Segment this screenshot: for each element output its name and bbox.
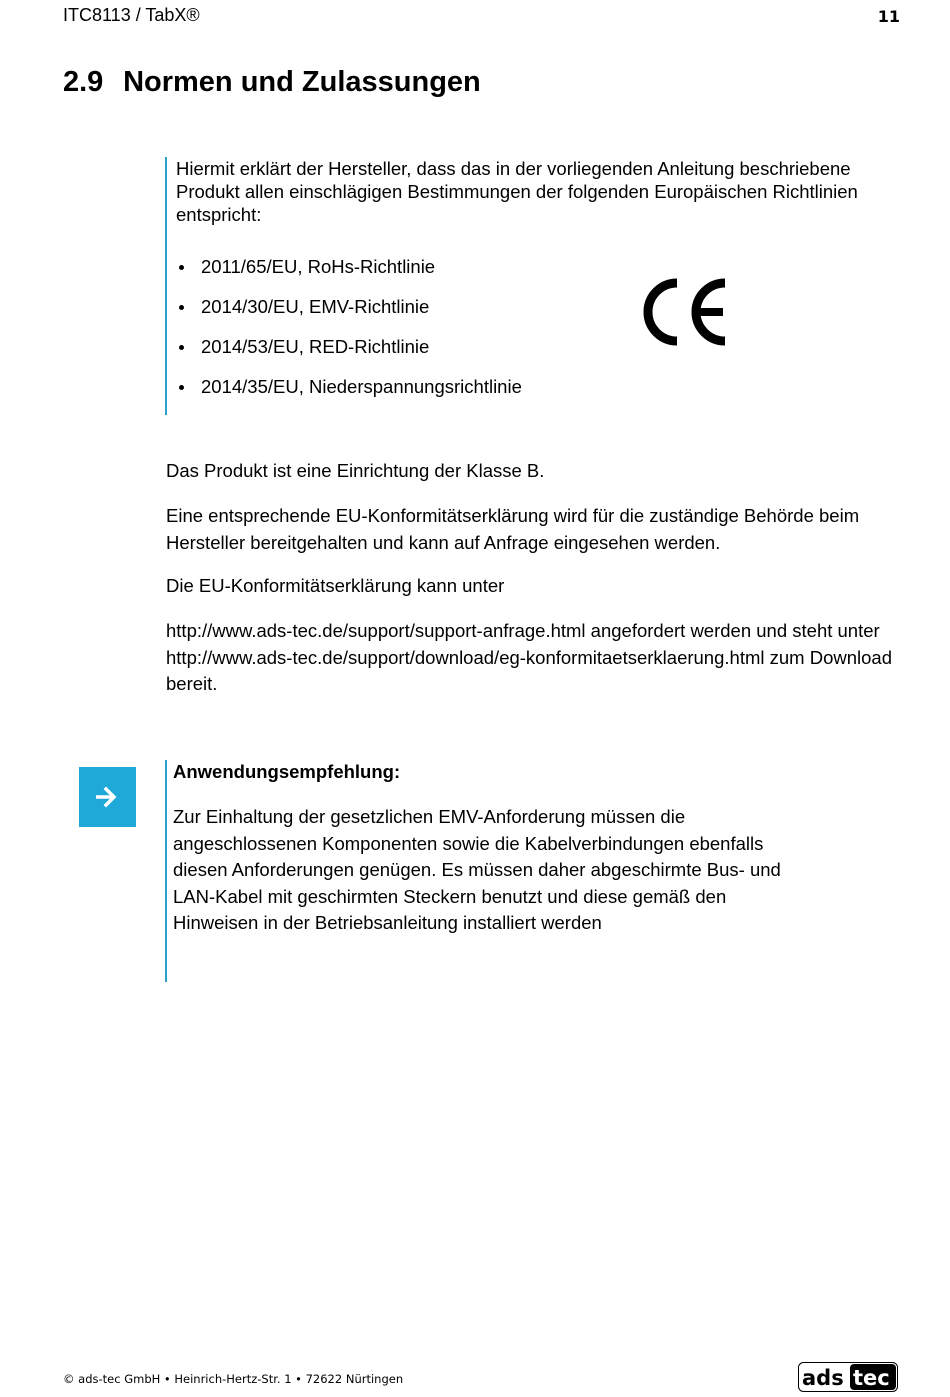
class-b-statement: Das Produkt ist eine Einrichtung der Klasse B. bbox=[166, 460, 545, 481]
document-title: ITC8113 / TabX® bbox=[63, 5, 200, 25]
declaration-availability: Eine entsprechende EU-Konformitätserklärung wird für die zuständige Behörde beim Hersteller bereitgehalten und kann auf Anfrage eingesehen werden. bbox=[166, 505, 860, 553]
section-title: Normen und Zulassungen bbox=[123, 66, 481, 98]
directive-item: 2014/30/EU, EMV-Richtlinie bbox=[176, 295, 522, 335]
directive-list bbox=[176, 255, 522, 415]
section-number: 2.9 bbox=[63, 66, 104, 98]
arrow-right-icon bbox=[93, 783, 121, 811]
directive-item: 2011/65/EU, RoHs-Richtlinie bbox=[176, 255, 522, 295]
footer-address: © ads-tec GmbH • Heinrich-Hertz-Str. 1 • 72622 Nürtingen bbox=[63, 1372, 404, 1386]
directive-item: 2014/53/EU, RED-Richtlinie bbox=[176, 335, 522, 375]
declaration-accent-bar bbox=[165, 157, 167, 415]
recommendation-accent-bar bbox=[165, 760, 167, 982]
ce-mark-icon bbox=[633, 277, 729, 347]
recommendation-text: Zur Einhaltung der gesetzlichen EMV-Anforderung müssen die angeschlossenen Komponenten sowie die Kabelverbindungen ebenfalls diesen Anforderungen genügen. Es müssen daher abgeschirmte Bus- und LAN-Kabel mit geschirmten Steckern benutzt und diese gemäß den Hinweisen in der Betriebsanleitung installiert werden bbox=[173, 806, 781, 933]
recommendation-marker bbox=[79, 767, 136, 827]
recommendation-title: Anwendungsempfehlung: bbox=[173, 761, 401, 782]
declaration-location-intro: Die EU-Konformitätserklärung kann unter bbox=[166, 575, 505, 596]
section-heading bbox=[63, 66, 481, 99]
svg-text:tec: tec bbox=[853, 1366, 890, 1390]
declaration-links: http://www.ads-tec.de/support/support-anfrage.html angefordert werden und steht unter http://www.ads-tec.de/support/download/eg-konformitaetserklaerung.html zum Download bereit. bbox=[166, 620, 892, 694]
directive-item: 2014/35/EU, Niederspannungsrichtlinie bbox=[176, 375, 522, 415]
declaration-intro: Hiermit erklärt der Hersteller, dass das in der vorliegenden Anleitung beschriebene Produkt allen einschlägigen Bestimmungen der folgenden Europäischen Richtlinien entspricht: bbox=[176, 158, 858, 225]
svg-text:ads: ads bbox=[802, 1366, 844, 1390]
ads-tec-logo bbox=[798, 1362, 898, 1392]
page-number: 11 bbox=[877, 7, 900, 26]
